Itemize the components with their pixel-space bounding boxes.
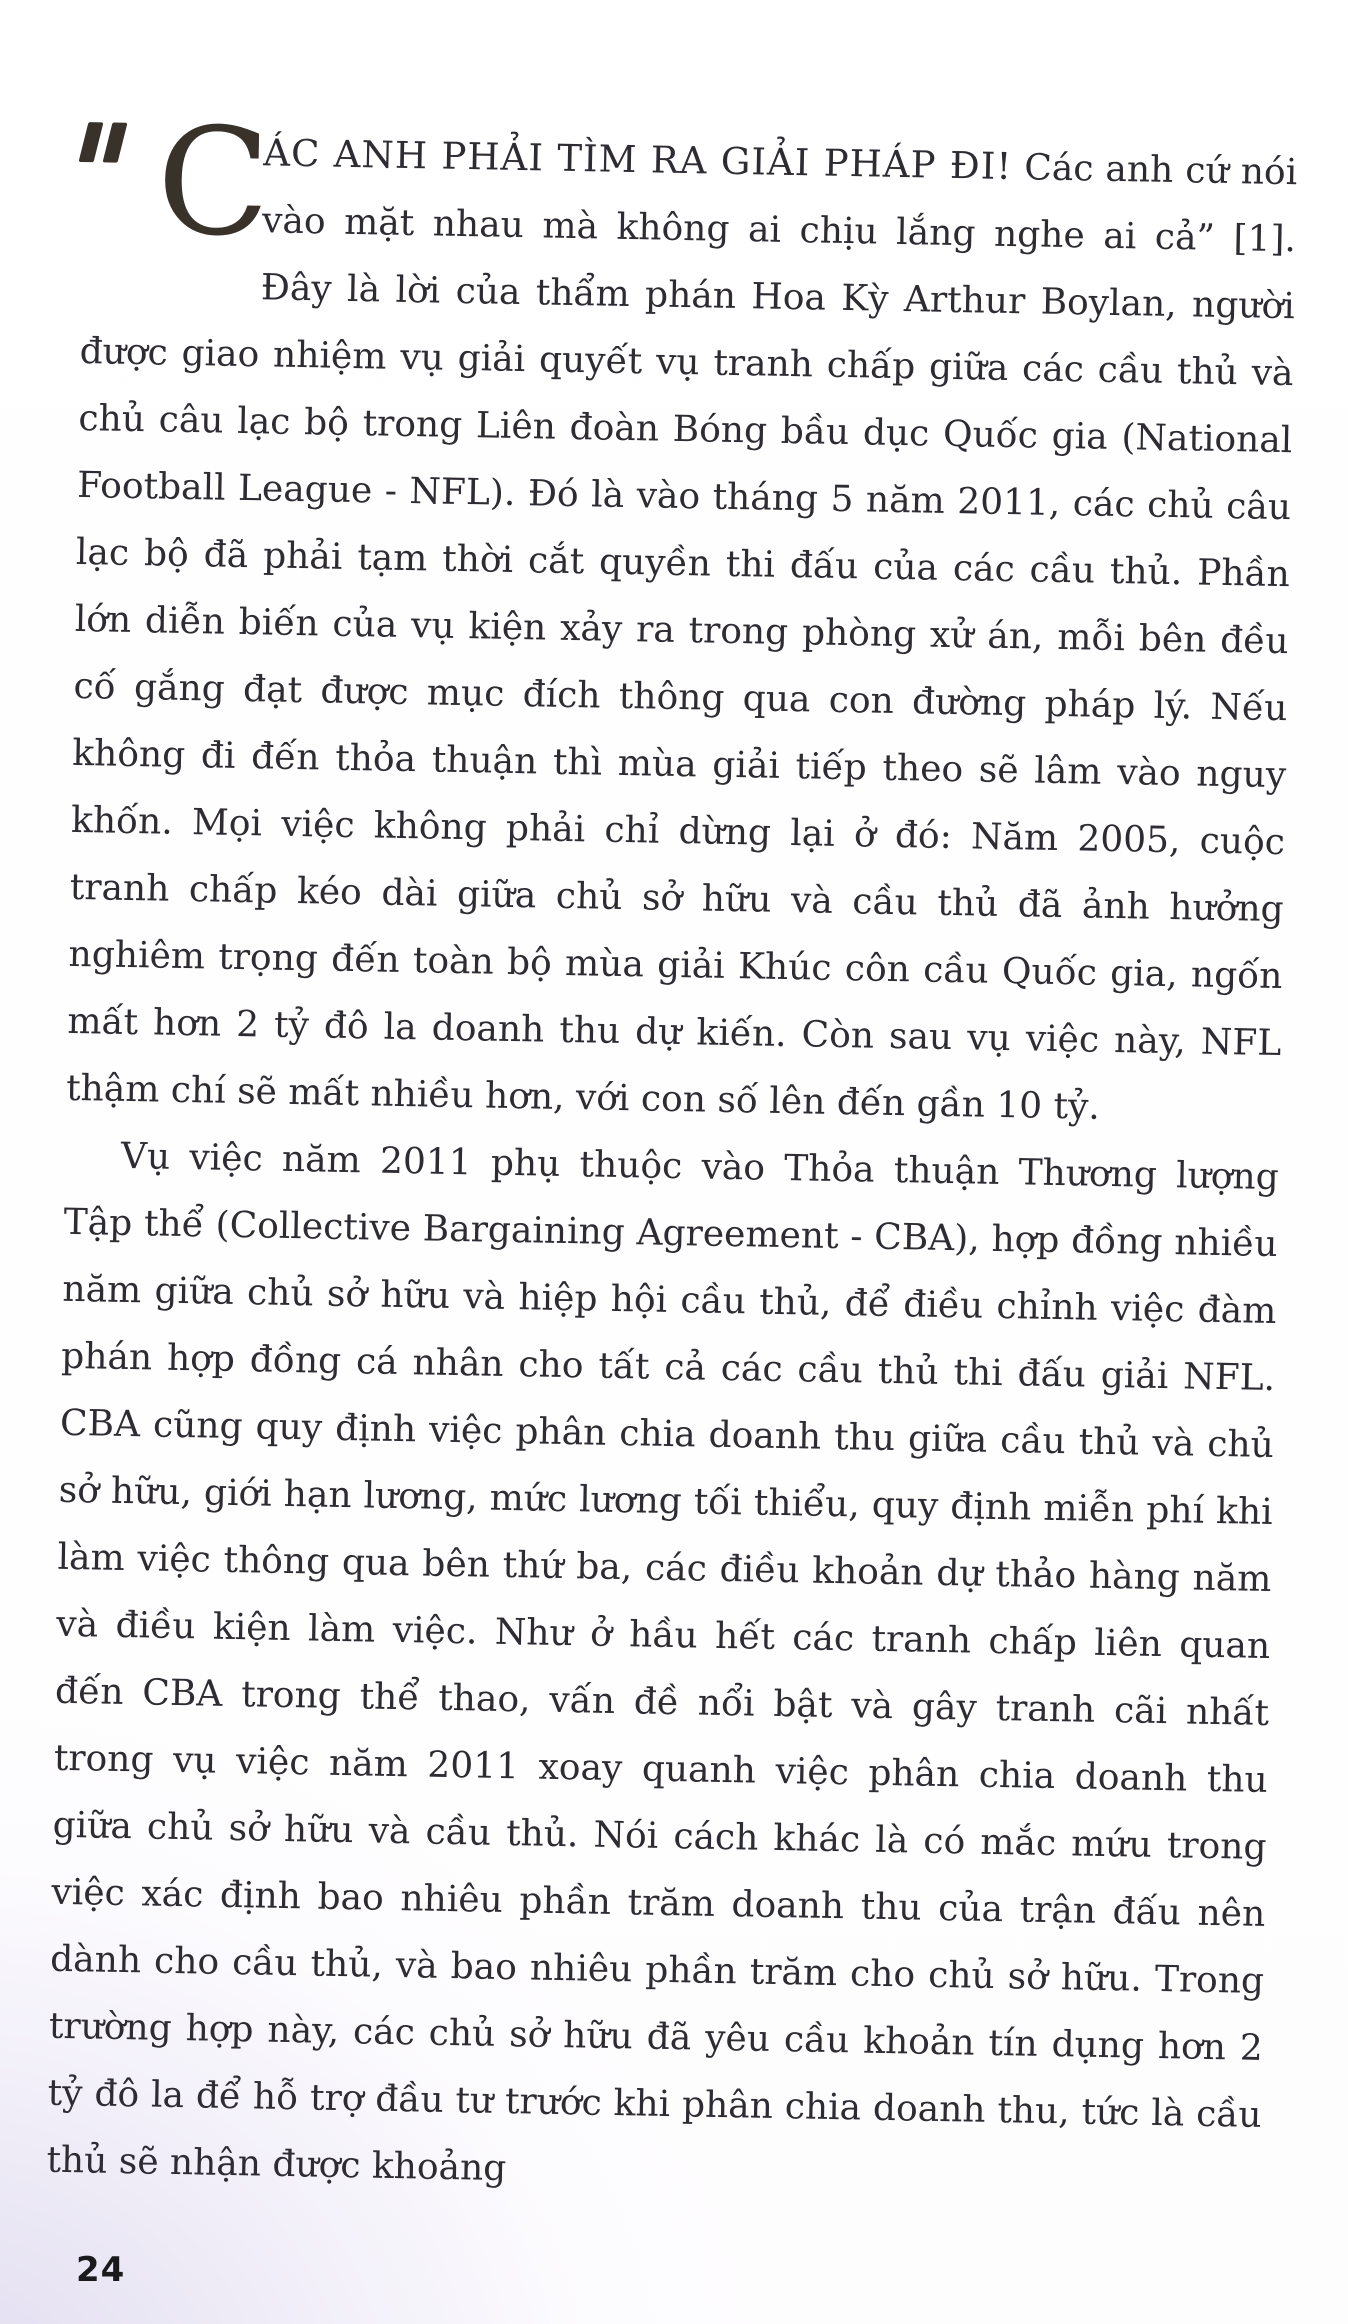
paragraph-2: Vụ việc năm 2011 phụ thuộc vào Thỏa thuận Thương lượng Tập thể (Collective Bargaining Agreement - CBA), hợp đồng nhiều năm giữa chủ sở hữu và hiệp hội cầu thủ, để điều chỉnh việc đàm phán hợp đồng cá nhân cho tất cả các cầu thủ thi đấu giải NFL. CBA cũng quy định việc phân chia doanh thu giữa cầu thủ và chủ sở hữu, giới hạn lương, mức lương tối thiểu, quy định miễn phí khi làm việc thông qua bên thứ ba, các điều khoản dự thảo hàng năm và điều kiện làm việc. Như ở hầu hết các tranh chấp liên quan đến CBA trong thể thao, vấn đề nổi bật và gây tranh cãi nhất trong vụ việc năm 2011 xoay quanh việc phân chia doanh thu giữa chủ sở hữu và cầu thủ. Nói cách khác là có mắc mứu trong việc xác định bao nhiêu phần trăm doanh thu của trận đấu nên dành cho cầu thủ, và bao nhiêu phần trăm cho chủ sở hữu. Trong trường hợp này, các chủ sở hữu đã yêu cầu khoản tín dụng hơn 2 tỷ đô la để hỗ trợ đầu tư trước khi phân chia doanh thu, tức là cầu thủ sẽ nhận được khoảng <box>46 1135 1280 2190</box>
lead-caps-text: ÁC ANH PHẢI TÌM RA GIẢI PHÁP ĐI! <box>262 131 1013 189</box>
paragraph-1-text: Các anh cứ nói vào mặt nhau mà không ai chịu lắng nghe ai cả” [1]. Đây là lời của thẩm phán Hoa Kỳ Arthur Boylan, người được giao nhiệm vụ giải quyết vụ tranh chấp giữa các cầu thủ và chủ câu lạc bộ trong Liên đoàn Bóng bầu dục Quốc gia (National Football League - NFL). Đó là vào tháng 5 năm 2011, các chủ câu lạc bộ đã phải tạm thời cắt quyền thi đấu của các cầu thủ. Phần lớn diễn biến của vụ kiện xảy ra trong phòng xử án, mỗi bên đều cố gắng đạt được mục đích thông qua con đường pháp lý. Nếu không đi đến thỏa thuận thì mùa giải tiếp theo sẽ lâm vào nguy khốn. Mọi việc không phải chỉ dừng lại ở đó: Năm 2005, cuộc tranh chấp kéo dài giữa chủ sở hữu và cầu thủ đã ảnh hưởng nghiêm trọng đến toàn bộ mùa giải Khúc côn cầu Quốc gia, ngốn mất hơn 2 tỷ đô la doanh thu dự kiến. Còn sau vụ việc này, NFL thậm chí sẽ mất nhiều hơn, với con số lên đến gần 10 tỷ. <box>65 147 1298 1128</box>
open-quote-icon <box>83 122 132 163</box>
page-number: 24 <box>76 2250 126 2290</box>
drop-cap-group <box>82 95 272 270</box>
drop-cap-letter: C <box>155 95 272 270</box>
page-body <box>46 95 1298 2216</box>
paragraph-1 <box>65 95 1298 1144</box>
